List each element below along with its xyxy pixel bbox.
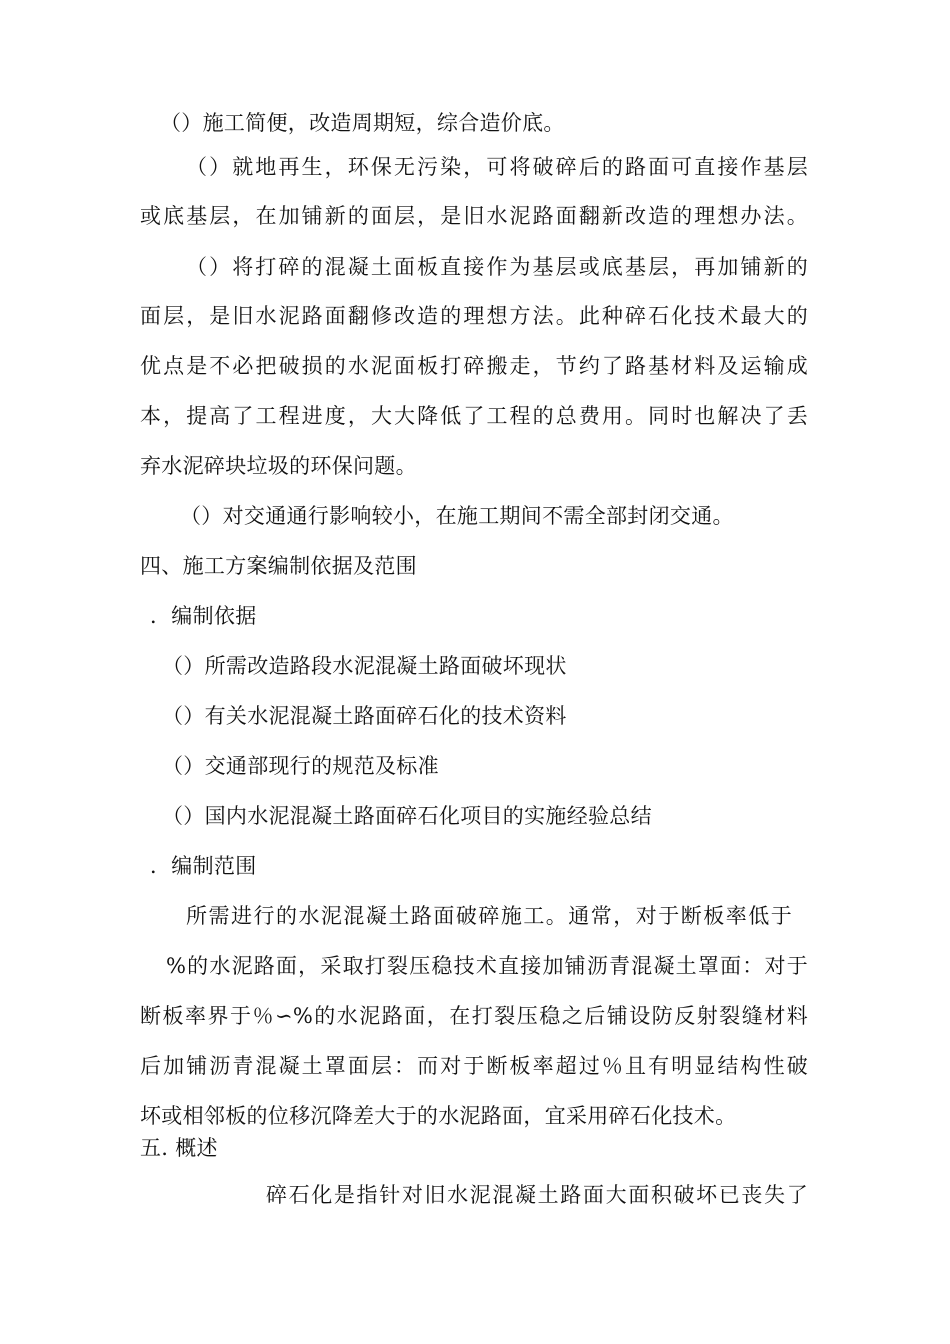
list-item: （）所需改造路段水泥混凝土路面破坏现状 [162,654,567,678]
text-line: 所需进行的水泥混凝土路面破碎施工。通常，对于断板率低于 [186,904,792,928]
text-line: 面层，是旧水泥路面翻修改造的理想方法。此种碎石化技术最大的 [140,304,808,328]
text-line: %的水泥路面，采取打裂压稳技术直接加铺沥青混凝土罩面：对于 [166,954,808,978]
text-line: 或底基层，在加铺新的面层，是旧水泥路面翻新改造的理想办法。 [140,204,808,228]
text-line: 优点是不必把破损的水泥面板打碎搬走，节约了路基材料及运输成 [140,354,808,378]
text-line: （）施工简便，改造周期短，综合造价底。 [160,111,565,135]
text-line: （）就地再生，环保无污染，可将破碎后的路面可直接作基层 [186,155,808,179]
section-heading: 四、施工方案编制依据及范围 [140,554,417,578]
text-line: 碎石化是指针对旧水泥混凝土路面大面积破坏已丧失了 [266,1183,808,1207]
text-line: 断板率界于％∽%的水泥路面，在打裂压稳之后铺设防反射裂缝材料 [140,1004,808,1028]
text-line: 坏或相邻板的位移沉降差大于的水泥路面，宜采用碎石化技术。 [140,1104,737,1128]
list-item: （）有关水泥混凝土路面碎石化的技术资料 [162,704,567,728]
list-item: （）国内水泥混凝土路面碎石化项目的实施经验总结 [162,804,652,828]
text-line: （）对交通通行影响较小，在施工期间不需全部封闭交通。 [180,504,734,528]
subsection-heading: ．编制范围 [150,854,257,878]
text-line: 弃水泥碎块垃圾的环保问题。 [140,454,417,478]
list-item: （）交通部现行的规范及标准 [162,754,439,778]
text-line: 后加铺沥青混凝土罩面层：而对于断板率超过％且有明显结构性破 [140,1054,808,1078]
section-heading: 五. 概述 [140,1136,218,1160]
text-line: 本，提高了工程进度，大大降低了工程的总费用。同时也解决了丢 [140,404,808,428]
subsection-heading: ．编制依据 [150,604,257,628]
text-line: （）将打碎的混凝土面板直接作为基层或底基层，再加铺新的 [186,255,808,279]
